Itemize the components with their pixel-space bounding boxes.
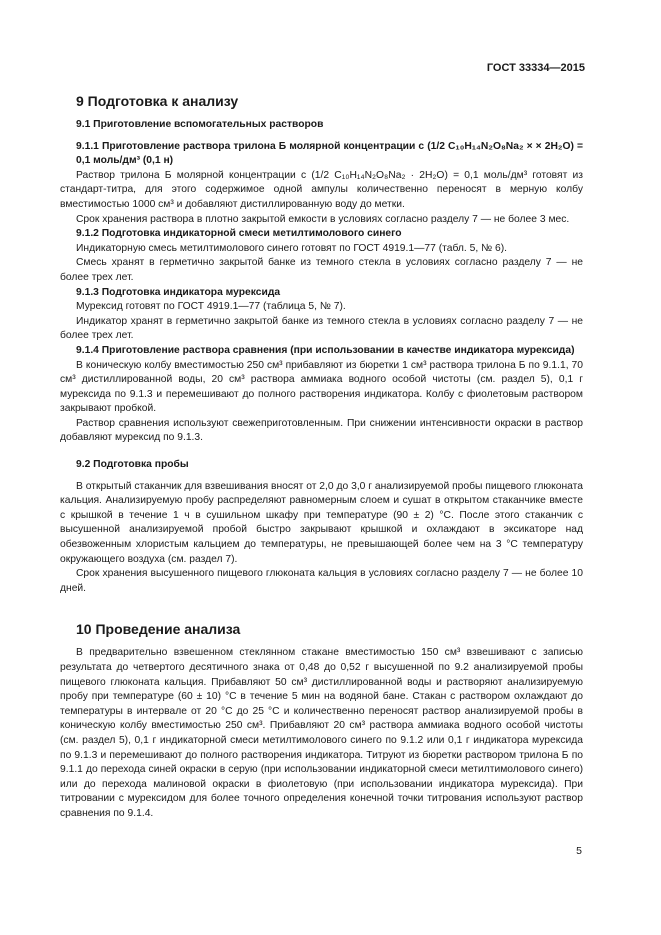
section-9-2-title: 9.2 Подготовка пробы	[76, 459, 189, 471]
section-9-1-1-title: 9.1.1 Приготовление раствора трилона Б молярной концентрации c (1/2 C₁₀H₁₄N₂O₈Na₂ × × 2H₂O) = 0,1 моль/дм³ (0,1 н)	[76, 140, 583, 167]
section-9-title: 9 Подготовка к анализу	[76, 93, 239, 109]
section-9-1-4-paragraph-1: В коническую колбу вместимостью 250 см³ прибавляют из бюретки 1 см³ раствора трилона Б по 9.1.1, 70 см³ дистиллированной воды, 20 см³ раствора аммиака водного особой чистоты (см. раздел 5), 0,1 г мурексида по 9.1.3 и перемешивают до полного растворения индикатора. Колбу с фиолетовым раствором закрывают пробкой.	[60, 359, 583, 415]
page-number: 5	[576, 845, 582, 857]
section-9-1-1-paragraph-1: Раствор трилона Б молярной концентрации c (1/2 C₁₀H₁₄N₂O₈Na₂ · 2H₂O) = 0,1 моль/дм³ готовят из стандарт-титра, для этого содержимое одной ампулы количественно переносят в мерную колбу вместимостью 1000 см³ и добавляют дистиллированную воду до метки.	[60, 169, 583, 210]
section-9-1-4-paragraph-2: Раствор сравнения используют свежеприготовленным. При снижении интенсивности окраски в раствор добавляют мурексид по 9.1.3.	[60, 417, 583, 444]
section-9-1-3-title: 9.1.3 Подготовка индикатора мурексида	[76, 286, 281, 298]
section-9-2-paragraph-1: В открытый стаканчик для взвешивания вносят от 2,0 до 3,0 г анализируемой пробы пищевого глюконата кальция. Анализируемую пробу распределяют равномерным слоем и сушат в открытом стаканчике вместе с крышкой в течение 1 ч в сушильном шкафу при температуре (90 ± 2) °С. После этого стаканчик с высушенной анализируемой пробой быстро закрывают крышкой и охлаждают в эксикаторе над обезвоженным хлористым кальцием до температуры, не превышающей более чем на 3 °С температуру окружающего воздуха (см. раздел 7).	[60, 480, 583, 565]
document-code: ГОСТ 33334—2015	[486, 62, 585, 74]
section-9-2-paragraph-2: Срок хранения высушенного пищевого глюконата кальция в условиях согласно разделу 7 — не более 10 дней.	[60, 568, 583, 594]
section-9-1-2-paragraph-2: Смесь хранят в герметично закрытой банке из темного стекла в условиях согласно разделу 7 — не более трех лет.	[60, 257, 583, 283]
section-9-1-title: 9.1 Приготовление вспомогательных растворов	[76, 119, 324, 130]
section-9-1-2-title: 9.1.2 Подготовка индикаторной смеси метилтимолового синего	[76, 228, 402, 240]
section-9-1-3-paragraph-1: Мурексид готовят по ГОСТ 4919.1—77 (таблица 5, № 7).	[76, 301, 346, 313]
section-9-1-3-paragraph-2: Индикатор хранят в герметично закрытой банке из темного стекла в условиях согласно разделу 7 — не более трех лет.	[60, 315, 583, 342]
section-9-1-2-paragraph-1: Индикаторную смесь метилтимолового синего готовят по ГОСТ 4919.1—77 (табл. 5, № 6).	[76, 242, 508, 254]
page-content	[60, 86, 583, 822]
section-9-1-1-paragraph-2: Срок хранения раствора в плотно закрытой емкости в условиях согласно разделу 7 — не более 3 мес.	[76, 213, 570, 225]
section-10-paragraph-1: В предварительно взвешенном стеклянном стакане вместимостью 150 см³ взвешивают с записью результата до четвертого десятичного знака от 0,48 до 0,52 г высушенной по 9.2 анализируемой пробы пищевого глюконата кальция. Прибавляют 50 см³ дистиллированной воды и растворяют анализируемую пробу при температуре (60 ± 10) °С в течение 5 мин на водяной бане. Стакан с раствором охлаждают до температуры в интервале от 20 °С до 25 °С и количественно переносят раствор анализируемой пробы в коническую колбу вместимостью 250 см³. Прибавляют 20 см³ раствора аммиака водного особой чистоты (см. раздел 5), 0,1 г индикаторной смеси метилтимолового синего по 9.1.2 или 0,1 г индикатора мурексида по 9.1.3 и перемешивают до полного растворения индикатора. Титруют из бюретки раствором трилона Б по 9.1.1 до перехода синей окраски в серую (при использовании индикаторной смеси метилтимолового синего) или до перехода малиновой окраски в фиолетовую (при использовании индикатора мурексида). При титровании с мурексидом для более точного определения конечной точки титрования используют раствор сравнения по 9.1.4.	[60, 647, 583, 819]
section-9-1-4-title: 9.1.4 Приготовление раствора сравнения (при использовании в качестве индикатора мурексида)	[76, 344, 575, 356]
section-10-title: 10 Проведение анализа	[76, 621, 241, 638]
